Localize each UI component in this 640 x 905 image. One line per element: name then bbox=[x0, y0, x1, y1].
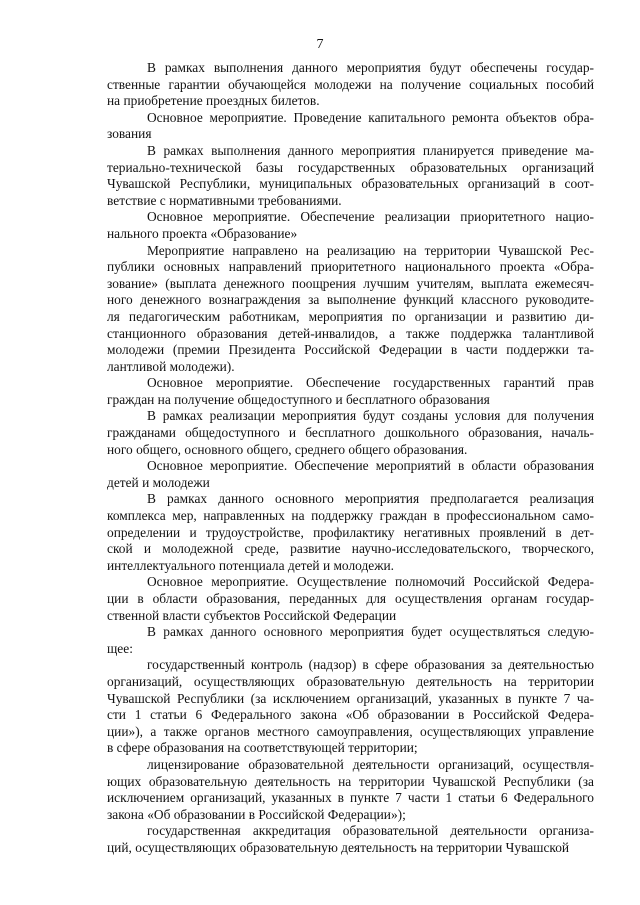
paragraph bbox=[107, 657, 594, 757]
text-line: публики основных направлений приоритетного национального проекта «Обра- bbox=[107, 259, 594, 275]
text-line: зование» (выплата денежного поощрения лучшим учителям, выплата ежемесяч- bbox=[107, 275, 594, 291]
text-line: лантливой молодежи). bbox=[107, 358, 235, 374]
text-line: Мероприятие направлено на реализацию на территории Чувашской Рес- bbox=[147, 242, 594, 258]
text-line: ственные гарантии обучающейся молодежи на получение социальных пособий bbox=[107, 76, 594, 92]
text-line: определении и трудоустройстве, профилактику негативных проявлений в дет- bbox=[107, 524, 594, 540]
paragraph bbox=[107, 110, 594, 143]
text-line: станционного образования детей-инвалидов, а также поддержка талантливой bbox=[107, 325, 594, 341]
text-line: государственный контроль (надзор) в сфере образования за деятельностью bbox=[147, 657, 594, 673]
text-line: щее: bbox=[107, 640, 133, 656]
text-line: ного денежного вознаграждения за выполнение функций классного руководите- bbox=[107, 292, 594, 308]
text-line: ции в области образования, переданных для осуществления органам государ- bbox=[107, 591, 594, 606]
text-line: Основное мероприятие. Осуществление полномочий Российской Федера- bbox=[147, 574, 594, 590]
text-line: Основное мероприятие. Проведение капитального ремонта объектов обра- bbox=[147, 109, 594, 125]
paragraph bbox=[107, 209, 594, 242]
text-line: В рамках выполнения данного мероприятия будут обеспечены государ- bbox=[147, 60, 594, 75]
text-line: сти 1 статьи 6 Федерального закона «Об образовании в Российской Федера- bbox=[107, 707, 594, 723]
paragraph bbox=[107, 823, 594, 856]
paragraph bbox=[107, 60, 594, 110]
text-line: гражданами общедоступного и бесплатного дошкольного образования, началь- bbox=[107, 425, 594, 441]
text-line: молодежи (премии Президента Российской Федерации в части поддержки та- bbox=[107, 342, 594, 358]
text-line: на приобретение проездных билетов. bbox=[107, 93, 320, 109]
paragraph bbox=[107, 458, 594, 491]
text-line: ственной власти субъектов Российской Федерации bbox=[107, 607, 397, 623]
paragraph bbox=[107, 375, 594, 408]
text-line: закона «Об образовании в Российской Федерации»); bbox=[107, 806, 406, 822]
text-line: В рамках выполнения данного мероприятия планируется приведение ма- bbox=[147, 142, 594, 158]
text-line: Чувашской Республики, муниципальных образовательных организаций в соот- bbox=[107, 176, 594, 192]
text-line: Основное мероприятие. Обеспечение мероприятий в области образования bbox=[147, 458, 594, 474]
document-body bbox=[107, 60, 594, 857]
text-line: териально-технической базы государственных образовательных организаций bbox=[107, 159, 594, 175]
text-line: В рамках данного основного мероприятия будет осуществляться следую- bbox=[147, 624, 594, 640]
text-line: ного общего, основного общего, среднего общего образования. bbox=[107, 441, 468, 457]
paragraph bbox=[107, 243, 594, 376]
text-line: зования bbox=[107, 126, 152, 142]
paragraph bbox=[107, 408, 594, 458]
text-line: В рамках данного основного мероприятия предполагается реализация bbox=[147, 491, 594, 507]
paragraph bbox=[107, 757, 594, 823]
text-line: в сфере образования на соответствующей территории; bbox=[107, 740, 418, 756]
text-line: В рамках реализации мероприятия будут созданы условия для получения bbox=[147, 408, 594, 424]
text-line: ций, осуществляющих образовательную деятельность на территории Чувашской bbox=[107, 839, 570, 855]
paragraph bbox=[107, 491, 594, 574]
text-line: Чувашской Республики (за исключением организаций, указанных в пункте 7 ча- bbox=[107, 690, 594, 706]
text-line: граждан на получение общедоступного и бесплатного образования bbox=[107, 391, 490, 407]
text-line: Основное мероприятие. Обеспечение реализации приоритетного нацио- bbox=[147, 209, 594, 225]
text-line: ции»), а также органов местного самоуправления, осуществляющих управление bbox=[107, 723, 594, 739]
text-line: государственная аккредитация образовательной деятельности организа- bbox=[147, 823, 594, 839]
text-line: ющих образовательную деятельность на территории Чувашской Республики (за bbox=[107, 773, 594, 789]
text-line: ской и молодежной среде, развитие научно-исследовательского, творческого, bbox=[107, 541, 594, 557]
text-line: лицензирование образовательной деятельности организаций, осуществля- bbox=[147, 756, 594, 772]
text-line: интеллектуального потенциала детей и молодежи. bbox=[107, 557, 394, 573]
text-line: ветствие с нормативными требованиями. bbox=[107, 192, 342, 208]
text-line: комплекса мер, направленных на поддержку граждан в профессиональном само- bbox=[107, 508, 594, 524]
paragraph bbox=[107, 624, 594, 657]
text-line: организаций, осуществляющих образовательную деятельность на территории bbox=[107, 673, 594, 689]
text-line: ля педагогическим работникам, мероприятия по организации и развитию ди- bbox=[107, 308, 594, 324]
page-number: 7 bbox=[316, 37, 324, 52]
paragraph bbox=[107, 574, 594, 624]
text-line: детей и молодежи bbox=[107, 474, 210, 490]
text-line: исключением организаций, указанных в пункте 7 части 1 статьи 6 Федерального bbox=[107, 790, 594, 806]
text-line: Основное мероприятие. Обеспечение государственных гарантий прав bbox=[147, 375, 594, 391]
text-line: нального проекта «Образование» bbox=[107, 225, 298, 241]
paragraph bbox=[107, 143, 594, 209]
